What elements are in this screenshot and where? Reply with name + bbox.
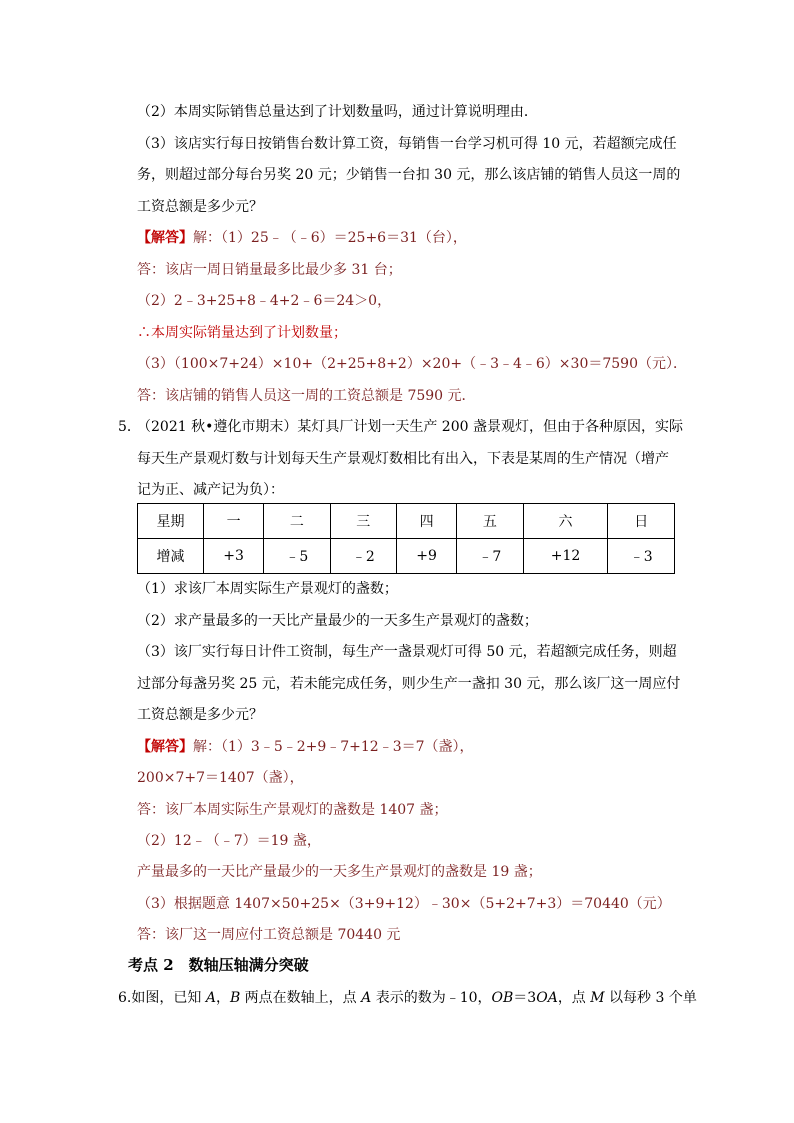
q4-answer-line5: （3）（100×7+24）×10+（2+25+8+2）×20+（﹣3﹣4﹣6）×30＝7590（元）． (137, 356, 687, 372)
q5-answer-line5: 产量最多的一天比产量最少的一天多生产景观灯的盏数是 19 盏； (137, 864, 542, 880)
var-a: A (361, 990, 372, 1006)
q6-text: ＝3 (513, 990, 537, 1006)
q4-part2-text: （2）本周实际销售总量达到了计划数量吗，通过计算说明理由． (137, 104, 538, 120)
q4-answer-line6: 答：该店铺的销售人员这一周的工资总额是 7590 元． (137, 388, 476, 404)
q4-answer-line1 (137, 229, 467, 247)
table-cell: 六 (523, 504, 608, 539)
q5-answer-line2: 200×7+7＝1407（盏）， (137, 770, 304, 786)
table-cell: +3 (204, 539, 264, 574)
answer-tag: 【解答】 (137, 230, 193, 246)
table-cell: 日 (608, 504, 675, 539)
q5-answer-line7: 答：该厂这一周应付工资总额是 70440 元 (137, 927, 401, 943)
q6-number: 6. (118, 990, 132, 1006)
q4-part3-line2: 务，则超过部分每台另奖 20 元；少销售一台扣 30 元，那么该店铺的销售人员这一周的 (137, 167, 681, 183)
answer-tag: 【解答】 (137, 739, 193, 755)
q6-text: 两点在数轴上，点 (240, 990, 362, 1006)
var-a: A (205, 990, 216, 1006)
q4-answer-text1: 解：（1）25﹣（﹣6）＝25+6＝31（台）， (193, 230, 467, 246)
q5-answer-text1: 解：（1）3﹣5﹣2+9﹣7+12﹣3＝7（盏）， (193, 739, 474, 755)
var-m: M (590, 990, 605, 1006)
var-b: B (229, 990, 241, 1006)
table-row (138, 539, 675, 574)
q5-answer-line6: （3）根据题意 1407×50+25×（3+9+12）﹣30×（5+2+7+3）＝70440（元） (137, 896, 671, 912)
table-cell: 星期 (138, 504, 204, 539)
table-cell: 三 (330, 504, 396, 539)
table-cell: ﹣3 (608, 539, 675, 574)
table-cell: +9 (397, 539, 457, 574)
q5-answer-line4: （2）12﹣（﹣7）＝19 盏， (137, 833, 321, 849)
q4-part3-line1: （3）该店实行每日按销售台数计算工资，每销售一台学习机可得 10 元，若超额完成任 (137, 136, 677, 152)
production-table (137, 503, 675, 574)
table-cell: ﹣2 (330, 539, 396, 574)
q5-stem-line1: （2021 秋•遵化市期末）某灯具厂计划一天生产 200 盏景观灯，但由于各种原因，实际 (137, 419, 683, 435)
q6-text: 以每秒 3 个单 (604, 990, 697, 1006)
q4-answer-line4: ∴本周实际销量达到了计划数量； (137, 325, 347, 341)
q5-part3-line2: 过部分每盏另奖 25 元，若未能完成任务，则少生产一盏扣 30 元，那么该厂这一周应付 (137, 676, 681, 692)
q6-text: ， (215, 990, 230, 1006)
q5-part2-text: （2）求产量最多的一天比产量最少的一天多生产景观灯的盏数； (137, 613, 538, 629)
table-cell: +12 (523, 539, 608, 574)
q6-text: ，点 (557, 990, 591, 1006)
table-cell: 五 (457, 504, 523, 539)
table-cell: ﹣5 (264, 539, 330, 574)
q6-text: 如图，已知 (131, 990, 206, 1006)
q5-stem-line2: 每天生产景观灯数与计划每天生产景观灯数相比有出入，下表是某周的生产情况（增产 (137, 451, 669, 467)
q5-answer-line1 (137, 738, 474, 756)
q5-part3-line3: 工资总额是多少元？ (137, 707, 263, 723)
q4-answer-line3: （2）2﹣3+25+8﹣4+2﹣6＝24＞0， (137, 293, 392, 309)
table-cell: ﹣7 (457, 539, 523, 574)
section-heading: 考点 2 数轴压轴满分突破 (128, 956, 309, 974)
table-cell: 一 (204, 504, 264, 539)
q5-answer-line3: 答：该厂本周实际生产景观灯的盏数是 1407 盏； (137, 802, 448, 818)
q5-stem-line3: 记为正、减产记为负）： (137, 482, 284, 498)
q4-part3-line3: 工资总额是多少元？ (137, 199, 263, 215)
q5-part3-line1: （3）该厂实行每日计件工资制，每生产一盏景观灯可得 50 元，若超额完成任务，则超 (137, 644, 677, 660)
q6-stem-line1 (118, 989, 697, 1007)
table-cell: 四 (397, 504, 457, 539)
q5-part1-text: （1）求该厂本周实际生产景观灯的盏数； (137, 581, 398, 597)
table-header-row (138, 504, 675, 539)
table-cell: 二 (264, 504, 330, 539)
var-oa: OA (536, 990, 558, 1006)
q5-number: 5． (118, 419, 141, 435)
var-ob: OB (491, 990, 514, 1006)
table-cell: 增减 (138, 539, 204, 574)
q6-text: 表示的数为﹣10， (371, 990, 492, 1006)
q4-answer-line2: 答：该店一周日销量最多比最少多 31 台； (137, 262, 402, 278)
